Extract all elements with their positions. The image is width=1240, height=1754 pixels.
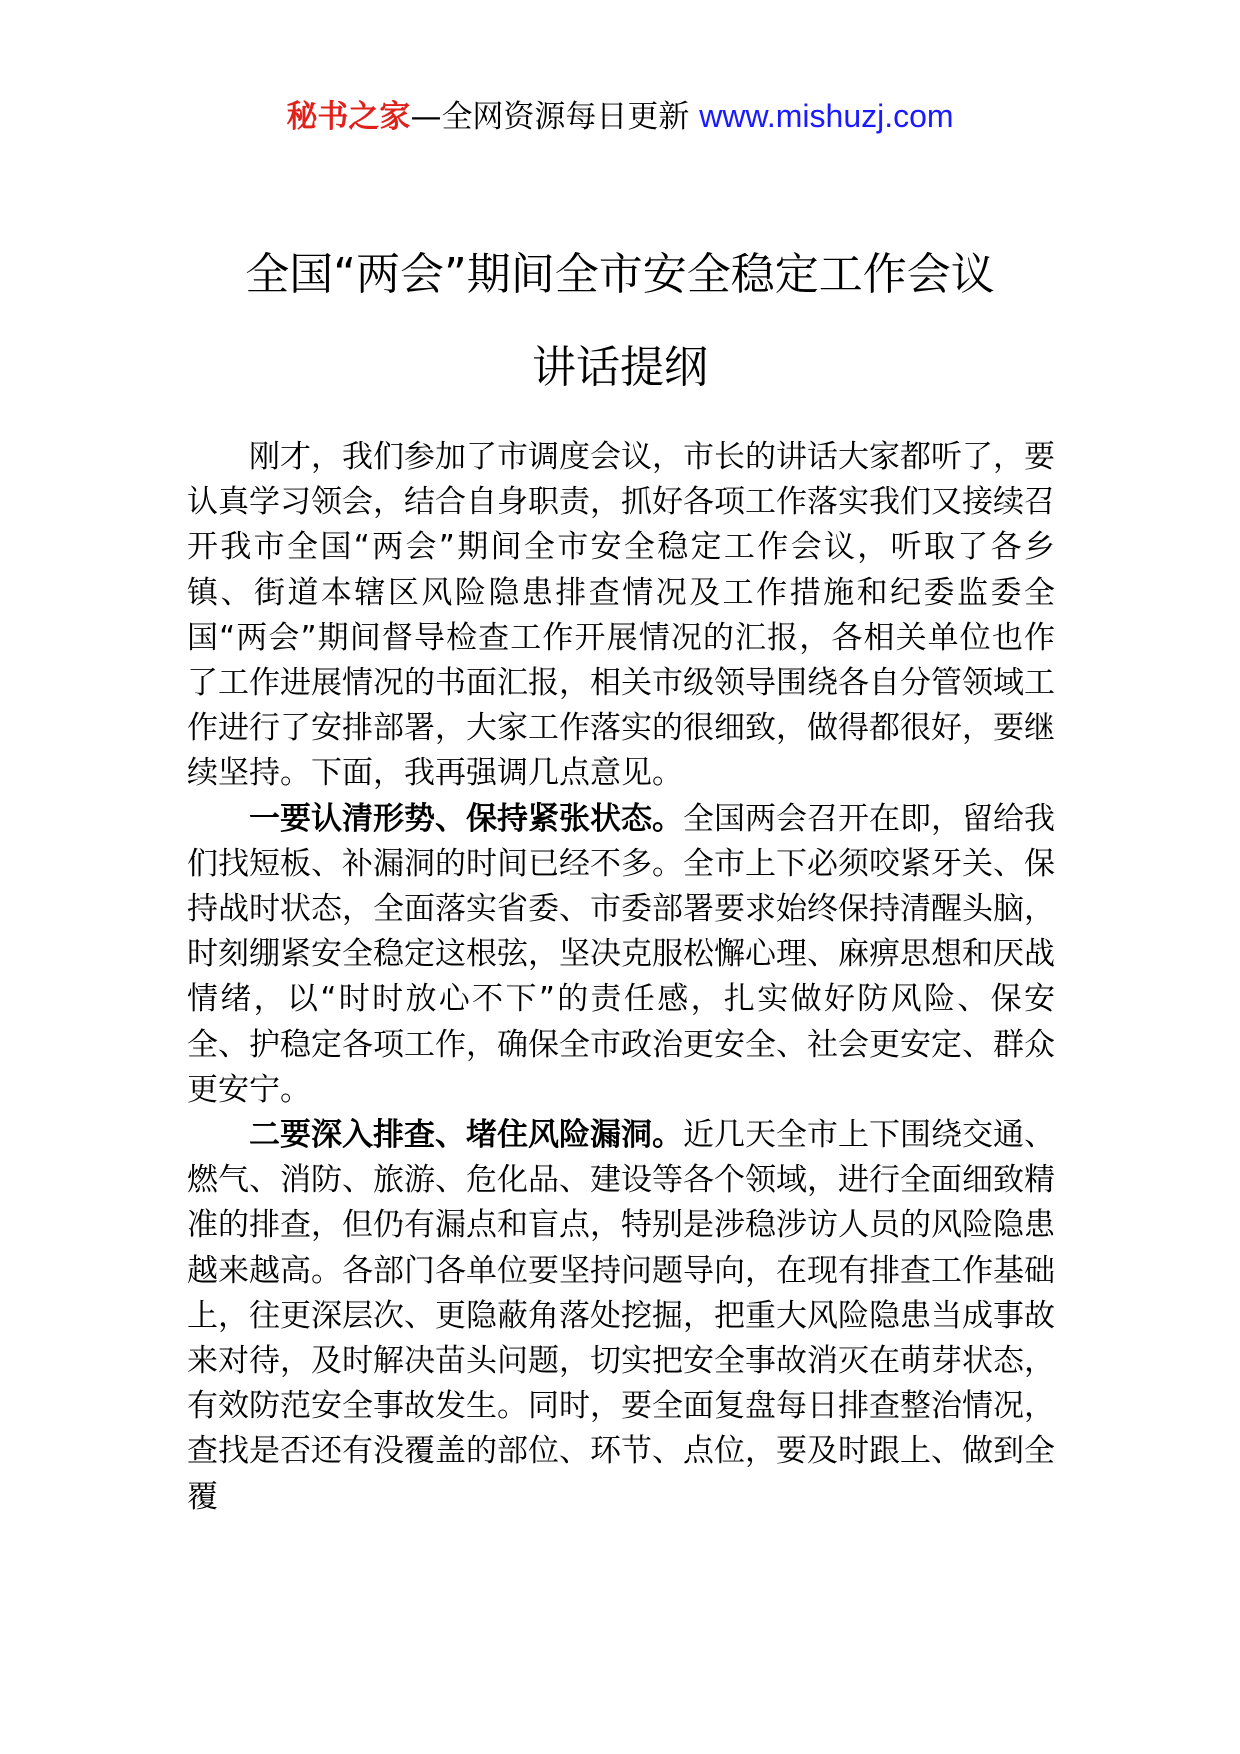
document-body	[187, 435, 1055, 1520]
document-title	[0, 228, 1240, 414]
header-tagline: —全网资源每日更新	[410, 99, 690, 135]
paragraph-point-1	[187, 797, 1055, 1113]
site-header	[0, 96, 1240, 137]
point-2-text: 近几天全市上下围绕交通、燃气、消防、旅游、危化品、建设等各个领域，进行全面细致精准的排查，但仍有漏点和盲点，特别是涉稳涉访人员的风险隐患越来越高。各部门各单位要坚持问题导向，在现有排查工作基础上，往更深层次、更隐蔽角落处挖掘，把重大风险隐患当成事故来对待，及时解决苗头问题，切实把安全事故消灭在萌芽状态，有效防范安全事故发生。同时，要全面复盘每日排查整治情况，查找是否还有没覆盖的部位、环节、点位，要及时跟上、做到全覆	[187, 1117, 1055, 1515]
point-2-heading: 二要深入排查、堵住风险漏洞。	[249, 1117, 683, 1154]
brand-name: 秘书之家	[286, 99, 411, 135]
paragraph-intro: 刚才，我们参加了市调度会议，市长的讲话大家都听了，要认真学习领会，结合自身职责，抓好各项工作落实我们又接续召开我市全国“两会”期间全市安全稳定工作会议，听取了各乡镇、街道本辖区风险隐患排查情况及工作措施和纪委监委全国“两会”期间督导检查工作开展情况的汇报，各相关单位也作了工作进展情况的书面汇报，相关市级领导围绕各自分管领域工作进行了安排部署，大家工作落实的很细致，做得都很好，要继续坚持。下面，我再强调几点意见。	[187, 439, 1055, 792]
point-1-heading: 一要认清形势、保持紧张状态。	[249, 800, 683, 837]
document-title-line-2: 讲话提纲	[532, 342, 708, 393]
document-title-line-1: 全国“两会”期间全市安全稳定工作会议	[245, 249, 995, 300]
paragraph-point-2	[187, 1113, 1055, 1520]
site-url-link[interactable]: www.mishuzj.com	[699, 98, 954, 134]
point-1-text: 全国两会召开在即，留给我们找短板、补漏洞的时间已经不多。全市上下必须咬紧牙关、保持战时状态，全面落实省委、市委部署要求始终保持清醒头脑，时刻绷紧安全稳定这根弦，坚决克服松懈心理、麻痹思想和厌战情绪，以“时时放心不下”的责任感，扎实做好防风险、保安全、护稳定各项工作，确保全市政治更安全、社会更安定、群众更安宁。	[187, 800, 1055, 1108]
